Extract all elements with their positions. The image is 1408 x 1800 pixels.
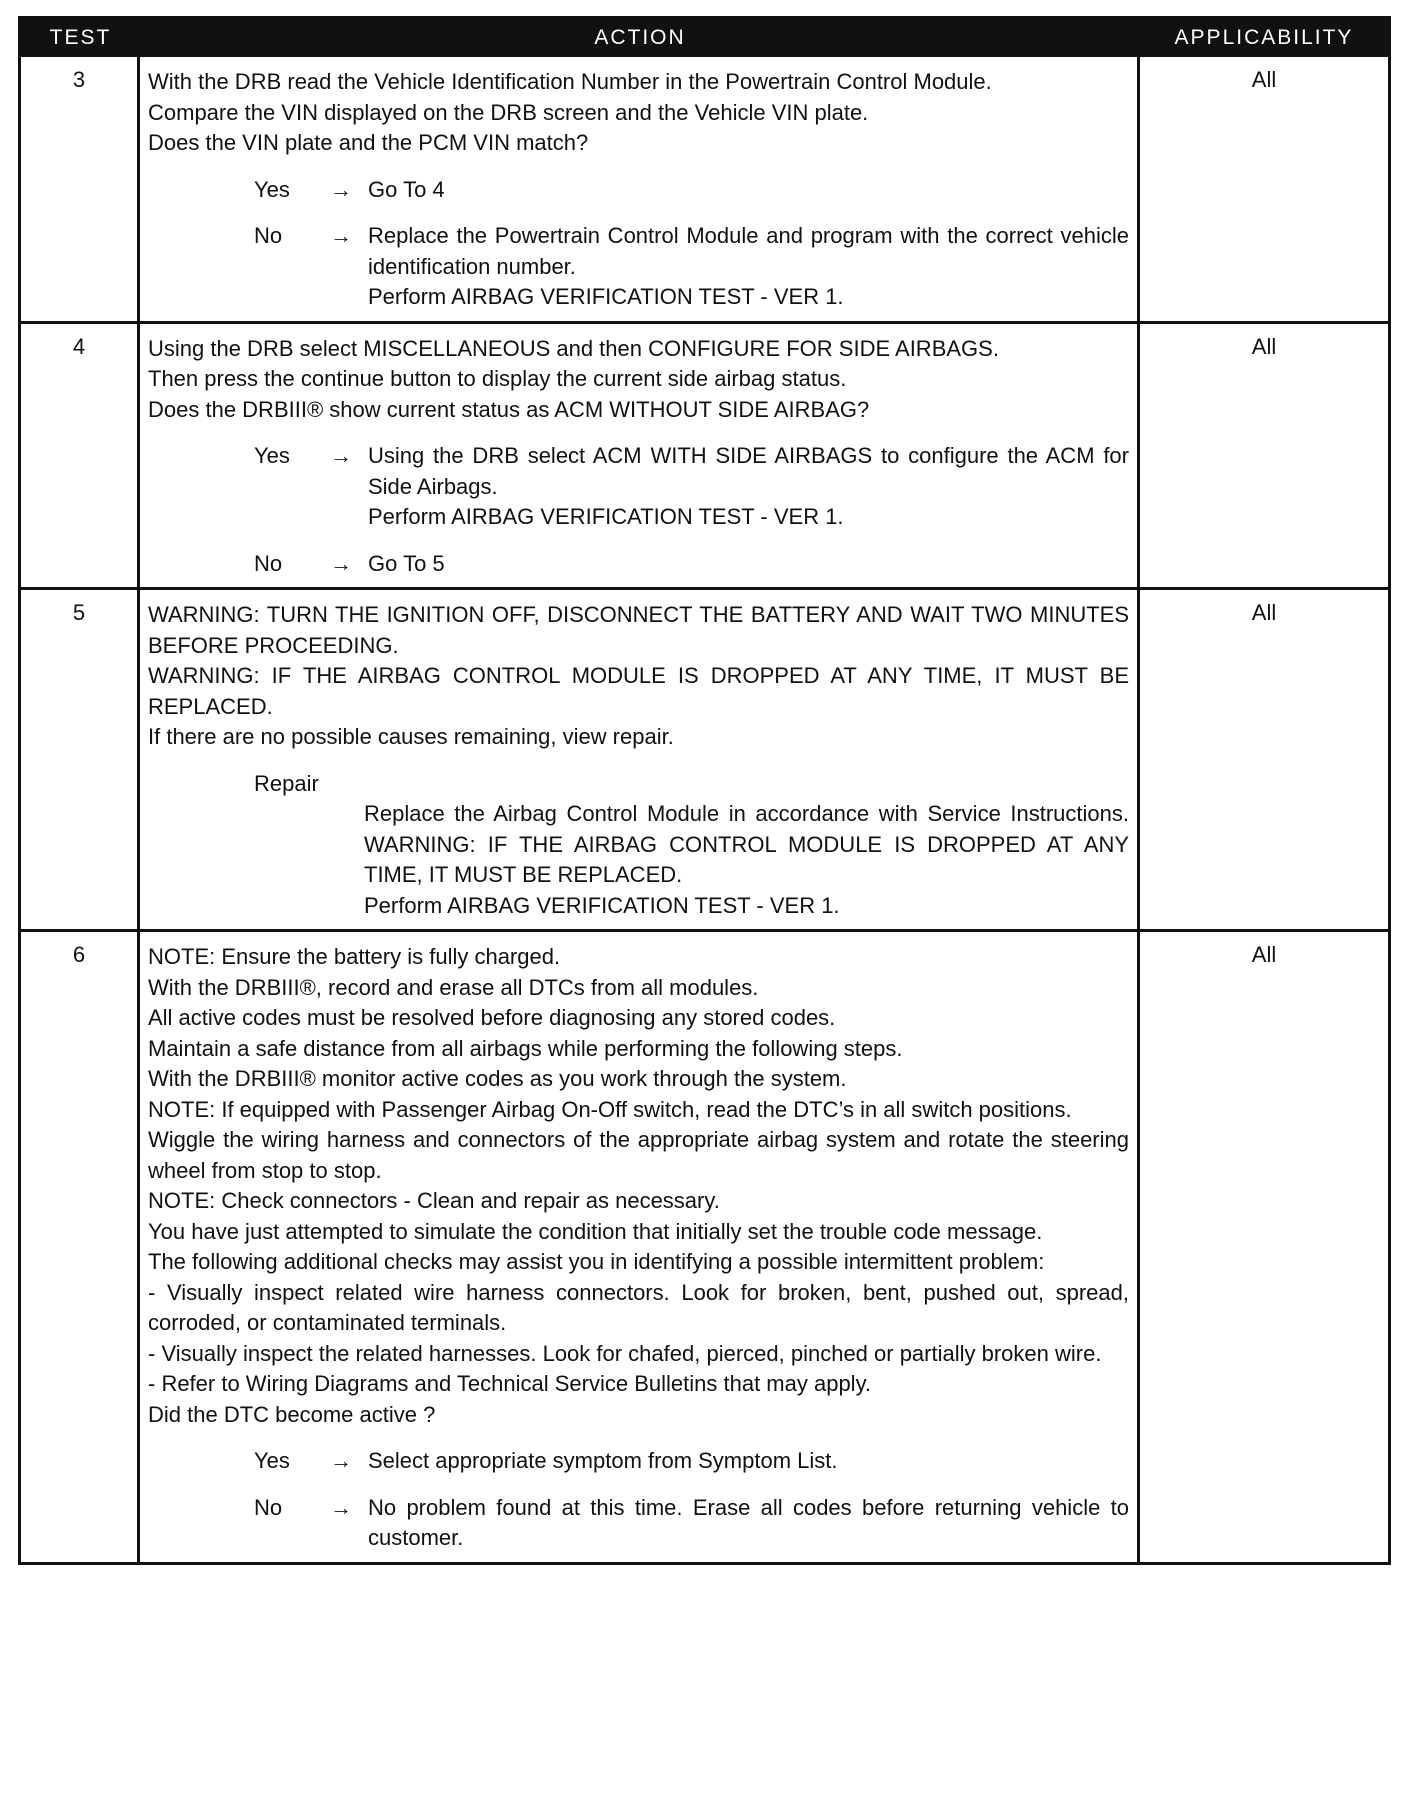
yes-label: Yes [254, 1448, 290, 1473]
yes-text-line: Using the DRB select ACM WITH SIDE AIRBAGS to configure the ACM for Side Airbags. [368, 443, 1129, 499]
diagnostic-table [18, 16, 1391, 1565]
yes-text: Go To 4 [368, 176, 445, 202]
yes-option [148, 441, 1129, 533]
action-line: With the DRB read the Vehicle Identification Number in the Powertrain Control Module. [148, 69, 992, 94]
action-cell [140, 57, 1140, 321]
action-line: - Visually inspect related wire harness connectors. Look for broken, bent, pushed out, spread, corroded, or contaminated terminals. [148, 1279, 1129, 1335]
no-text: Go To 5 [368, 550, 445, 576]
action-line: Maintain a safe distance from all airbags while performing the following steps. [148, 1035, 903, 1061]
action-line: Compare the VIN displayed on the DRB screen and the Vehicle VIN plate. [148, 99, 869, 125]
action-cell [140, 932, 1140, 1562]
action-line: Using the DRB select MISCELLANEOUS and then CONFIGURE FOR SIDE AIRBAGS. [148, 335, 999, 361]
action-line: - Visually inspect the related harnesses. Look for chafed, pierced, pinched or partially broken wire. [148, 1340, 1102, 1366]
warning-line: WARNING: IF THE AIRBAG CONTROL MODULE IS DROPPED AT ANY TIME, IT MUST BE REPLACED. [148, 663, 1129, 719]
repair-perform-line: Perform AIRBAG VERIFICATION TEST - VER 1. [364, 892, 840, 918]
action-line: With the DRBIII® monitor active codes as you work through the system. [148, 1066, 847, 1091]
test-number: 5 [21, 590, 140, 929]
action-line: You have just attempted to simulate the condition that initially set the trouble code message. [148, 1218, 1043, 1244]
no-label: No [254, 1494, 283, 1520]
test-number: 6 [21, 932, 140, 1562]
table-row [21, 57, 1388, 321]
action-line: All active codes must be resolved before diagnosing any stored codes. [148, 1005, 836, 1030]
action-line: NOTE: Check connectors - Clean and repair as necessary. [148, 1188, 720, 1213]
header-applicability: APPLICABILITY [1174, 26, 1354, 49]
warning-line: WARNING: TURN THE IGNITION OFF, DISCONNECT THE BATTERY AND WAIT TWO MINUTES BEFORE PROCEEDING. [148, 602, 1129, 658]
arrow-right-icon: → [330, 550, 352, 576]
applicability: All [1251, 942, 1277, 967]
action-line: The following additional checks may assist you in identifying a possible intermittent problem: [148, 1249, 1045, 1274]
no-perform-line: Perform AIRBAG VERIFICATION TEST - VER 1. [368, 284, 844, 309]
no-text-line: Replace the Powertrain Control Module and program with the correct vehicle identification number. [368, 223, 1129, 279]
action-line: NOTE: Ensure the battery is fully charged. [148, 944, 561, 969]
action-line: NOTE: If equipped with Passenger Airbag On-Off switch, read the DTC’s in all switch positions. [148, 1096, 1072, 1122]
yes-option [148, 175, 1129, 206]
yes-option [148, 1446, 1129, 1477]
action-line: Did the DTC become active ? [148, 1401, 436, 1427]
repair-text: Replace the Airbag Control Module in accordance with Service Instructions. WARNING: IF THE AIRBAG CONTROL MODULE IS DROPPED AT ANY TIME, IT MUST BE REPLACED. [364, 801, 1129, 887]
action-line: - Refer to Wiring Diagrams and Technical Service Bulletins that may apply. [148, 1371, 872, 1396]
applicability: All [1251, 600, 1277, 625]
yes-label: Yes [254, 443, 290, 468]
table-row [21, 929, 1388, 1562]
arrow-right-icon: → [330, 1448, 352, 1473]
no-label: No [254, 550, 283, 576]
action-line: Does the DRBIII® show current status as ACM WITHOUT SIDE AIRBAG? [148, 396, 870, 422]
arrow-right-icon: → [330, 176, 352, 202]
action-cell [140, 590, 1140, 929]
no-text: No problem found at this time. Erase all codes before returning vehicle to customer. [368, 1494, 1129, 1550]
no-option [148, 549, 1129, 580]
action-cell [140, 324, 1140, 588]
no-label: No [254, 223, 283, 248]
no-option [148, 221, 1129, 313]
arrow-right-icon: → [330, 223, 352, 248]
action-line: Wiggle the wiring harness and connectors of the appropriate airbag system and rotate the steering wheel from stop to stop. [148, 1127, 1129, 1183]
action-line: Does the VIN plate and the PCM VIN match? [148, 130, 589, 155]
header-action: ACTION [594, 26, 686, 49]
action-line: Then press the continue button to display the current side airbag status. [148, 366, 847, 391]
yes-perform-line: Perform AIRBAG VERIFICATION TEST - VER 1. [368, 504, 844, 529]
table-row [21, 321, 1388, 588]
arrow-right-icon: → [330, 443, 352, 468]
no-option [148, 1493, 1129, 1554]
header-test: TEST [49, 26, 112, 49]
applicability: All [1251, 333, 1277, 359]
yes-label: Yes [254, 176, 290, 202]
applicability: All [1251, 67, 1277, 92]
yes-text: Select appropriate symptom from Symptom List. [368, 1448, 838, 1473]
no-text [368, 221, 1129, 313]
arrow-right-icon: → [330, 1494, 352, 1520]
table-header [21, 19, 1388, 57]
yes-text [368, 441, 1129, 533]
repair-label: Repair [254, 770, 319, 796]
table-row [21, 587, 1388, 929]
test-number: 3 [21, 57, 140, 321]
action-line: With the DRBIII®, record and erase all DTCs from all modules. [148, 974, 759, 1000]
action-line: If there are no possible causes remaining, view repair. [148, 724, 674, 749]
test-number: 4 [21, 324, 140, 588]
